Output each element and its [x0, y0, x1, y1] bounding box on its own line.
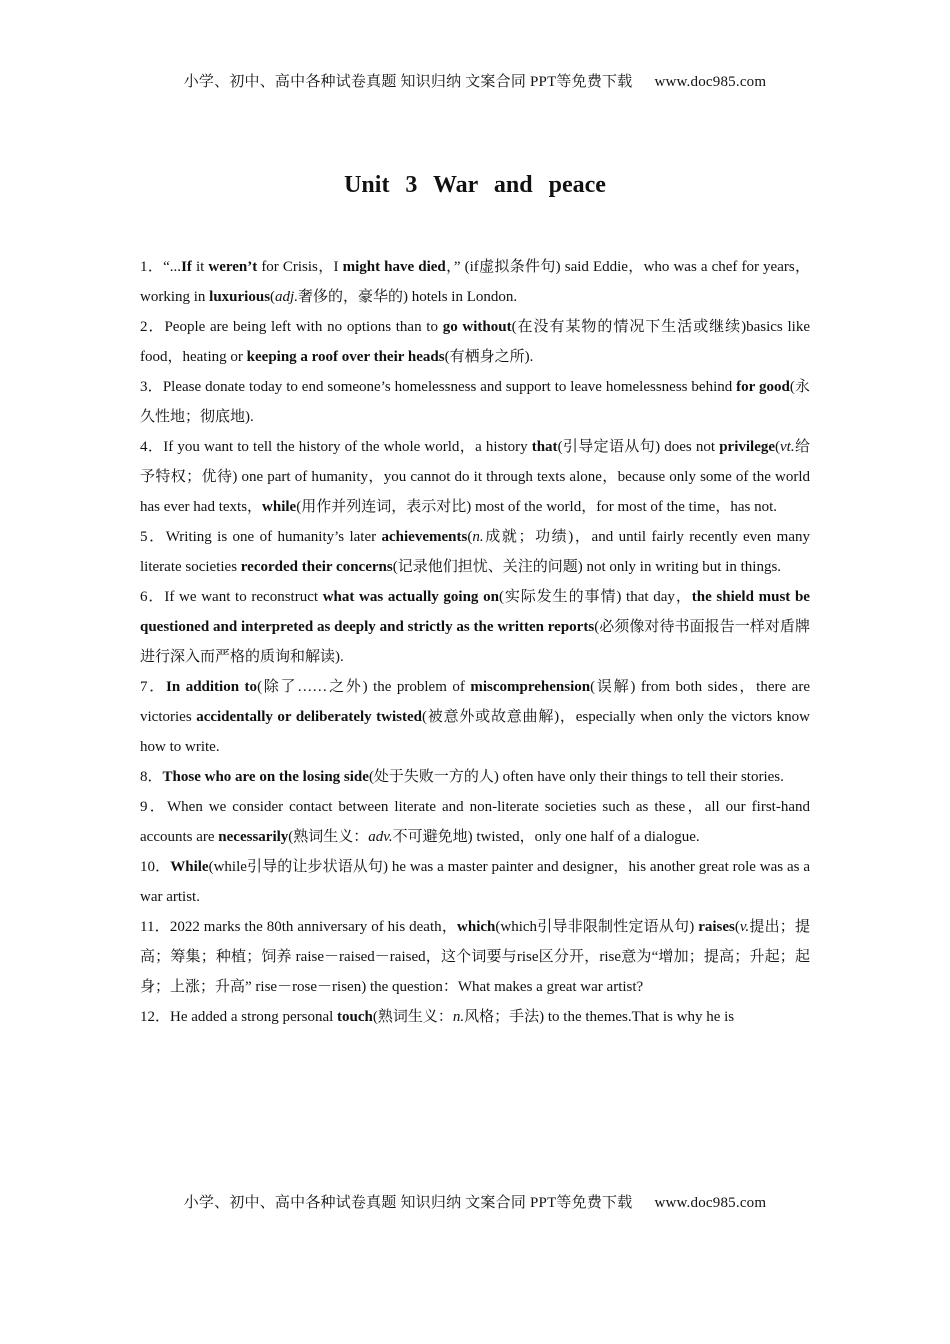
sentence-text: Writing is one of humanity’s later: [165, 529, 382, 545]
sentence-text: (: [270, 289, 276, 305]
key-phrase: might have died: [342, 259, 446, 275]
key-phrase: accidentally or deliberately twisted: [196, 709, 423, 725]
sentence-text: (: [734, 919, 740, 935]
sentence-number: 7．: [140, 679, 167, 695]
key-phrase: touch: [337, 1009, 373, 1025]
sentence-text: (误解) from both sides，there are victories: [140, 679, 810, 725]
part-of-speech: n.: [452, 1009, 465, 1025]
sentence-text: (实际发生的事情) that day，: [498, 589, 692, 605]
sentence-text: If we want to reconstruct: [164, 589, 323, 605]
key-phrase: privilege: [719, 439, 776, 455]
page-footer: [0, 1191, 950, 1212]
sentence-text: (处于失败一方的人) often have only their things to tell their stories.: [368, 769, 784, 785]
sentence-number: 5．: [140, 529, 166, 545]
sentence-text: 奢侈的，豪华的) hotels in London.: [297, 289, 518, 305]
sentence-number: 3．: [140, 379, 163, 395]
sentence-text: for Crisis，I: [257, 259, 343, 275]
sentence-list: [140, 252, 810, 1192]
sentence-text: 2022 marks the 80th anniversary of his death，: [169, 919, 458, 935]
sentence-number: 6．: [140, 589, 165, 605]
document-title: Unit 3 War and peace: [344, 172, 606, 198]
sentence-text: (有栖身之所).: [444, 349, 534, 365]
key-phrase: what was actually going on: [322, 589, 499, 605]
sentence-text: (熟词生义：: [288, 829, 369, 845]
sentence-text: (which引导非限制性定语从句): [495, 919, 699, 935]
part-of-speech: n.: [472, 529, 484, 545]
sentence-text: “...: [163, 259, 182, 275]
sentence-text: (必须像对待书面报告一样对盾牌进行深入而严格的质询和解读).: [140, 619, 810, 665]
key-phrase: miscomprehension: [470, 679, 591, 695]
key-phrase: for good: [736, 379, 790, 395]
sentence-item: [140, 312, 810, 372]
sentence-item: [140, 912, 810, 1002]
key-phrase: Those who are on the losing side: [162, 769, 369, 785]
sentence-text: (用作并列连词，表示对比) most of the world，for most of the time，has not.: [296, 499, 778, 515]
sentence-number: 2．: [140, 319, 165, 335]
page-header: [0, 70, 950, 91]
sentence-text: ，” (if虚拟条件句) said Eddie，who was a chef for years，working in: [140, 259, 810, 305]
key-phrase: necessarily: [218, 829, 289, 845]
sentence-item: [140, 522, 810, 582]
sentence-number: 12．: [140, 1009, 171, 1025]
sentence-item: [140, 672, 810, 762]
key-phrase: raises: [698, 919, 735, 935]
sentence-item: [140, 372, 810, 432]
key-phrase: go without: [442, 319, 512, 335]
sentence-text: (记录他们担忧、关注的问题) not only in writing but in things.: [392, 559, 782, 575]
footer-site-link[interactable]: www.doc985.com: [654, 1195, 767, 1211]
sentence-text: (被意外或故意曲解)，especially when only the victors know how to write.: [140, 709, 810, 755]
sentence-text: If you want to tell the history of the whole world，a history: [163, 439, 532, 455]
key-phrase: weren’t: [208, 259, 258, 275]
sentence-item: [140, 762, 810, 792]
header-site-link[interactable]: www.doc985.com: [654, 74, 767, 90]
sentence-text: (永久性地；彻底地).: [140, 379, 810, 425]
footer-text: 小学、初中、高中各种试卷真题 知识归纳 文案合同 PPT等免费下载: [183, 1195, 633, 1211]
sentence-number: 10．: [140, 859, 171, 875]
key-phrase: In addition to: [166, 679, 258, 695]
key-phrase: that: [531, 439, 558, 455]
sentence-text: 成就；功绩)，and until fairly recently even many literate societies: [140, 529, 810, 575]
key-phrase: recorded their concerns: [240, 559, 393, 575]
key-phrase: achievements: [381, 529, 468, 545]
sentence-item: [140, 252, 810, 312]
sentence-item: [140, 432, 810, 522]
key-phrase: While: [170, 859, 209, 875]
sentence-text: (引导定语从句) does not: [557, 439, 720, 455]
sentence-text: (除了……之外) the problem of: [257, 679, 471, 695]
key-phrase: If: [181, 259, 192, 275]
header-text: 小学、初中、高中各种试卷真题 知识归纳 文案合同 PPT等免费下载: [183, 74, 633, 90]
key-phrase: while: [262, 499, 297, 515]
sentence-item: [140, 792, 810, 852]
sentence-text: (: [467, 529, 473, 545]
sentence-text: Please donate today to end someone’s homelessness and support to leave homelessness behind: [162, 379, 737, 395]
sentence-item: [140, 582, 810, 672]
key-phrase: keeping a roof over their heads: [246, 349, 445, 365]
part-of-speech: vt.: [780, 439, 795, 455]
key-phrase: the shield must be questioned and interpreted as deeply and strictly as the written reports: [140, 589, 810, 635]
part-of-speech: v.: [739, 919, 750, 935]
key-phrase: luxurious: [209, 289, 271, 305]
sentence-text: 提出；提高；筹集；种植；饲养 raise－raised－raised，这个词要与rise区分开，rise意为“增加；提高；升起；起身；上涨；升高” rise－rose－risen) the question：What makes a great war artist?: [140, 919, 810, 995]
sentence-number: 9．: [140, 799, 167, 815]
sentence-text: (: [775, 439, 781, 455]
sentence-text: (while引导的让步状语从句) he was a master painter and designer，his another great role was as a war artist.: [140, 859, 810, 905]
sentence-number: 4．: [140, 439, 164, 455]
part-of-speech: adv.: [368, 829, 393, 845]
sentence-number: 11．: [140, 919, 170, 935]
key-phrase: which: [457, 919, 496, 935]
sentence-text: (在没有某物的情况下生活或继续)basics like food，heating or: [140, 319, 810, 365]
part-of-speech: adj.: [275, 289, 298, 305]
sentence-item: [140, 852, 810, 912]
sentence-text: (熟词生义：: [372, 1009, 453, 1025]
sentence-text: 给予特权；优待) one part of humanity，you cannot do it through texts alone，because only some of the world has ever had texts，: [140, 439, 810, 515]
sentence-text: People are being left with no options than to: [164, 319, 443, 335]
sentence-text: 不可避免地) twisted，only one half of a dialogue.: [392, 829, 700, 845]
sentence-number: 1．: [140, 259, 164, 275]
sentence-text: When we consider contact between literate and non-literate societies such as these，all our first-hand accounts are: [140, 799, 810, 845]
sentence-number: 8．: [140, 769, 163, 785]
sentence-text: 风格；手法) to the themes.That is why he is: [464, 1009, 735, 1025]
sentence-text: He added a strong personal: [170, 1009, 338, 1025]
sentence-item: [140, 1002, 810, 1032]
sentence-text: it: [191, 259, 209, 275]
